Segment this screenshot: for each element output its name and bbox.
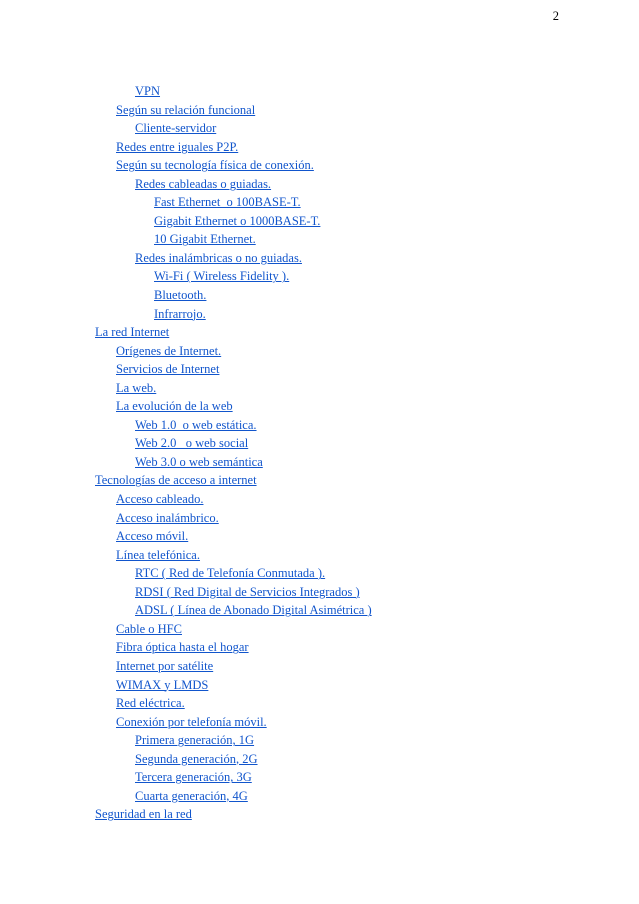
toc-entry bbox=[95, 731, 565, 750]
toc-entry bbox=[95, 657, 565, 676]
toc-entry bbox=[95, 601, 565, 620]
table-of-contents bbox=[95, 82, 565, 824]
toc-entry bbox=[95, 119, 565, 138]
toc-entry bbox=[95, 267, 565, 286]
toc-entry bbox=[95, 342, 565, 361]
toc-entry bbox=[95, 638, 565, 657]
toc-link[interactable]: La evolución de la web bbox=[116, 399, 233, 414]
toc-link[interactable]: Web 3.0 o web semántica bbox=[135, 454, 263, 469]
toc-link[interactable]: Wi-Fi ( Wireless Fidelity ). bbox=[154, 269, 290, 284]
toc-link[interactable]: Conexión por telefonía móvil. bbox=[116, 714, 267, 729]
toc-entry bbox=[95, 490, 565, 509]
toc-entry bbox=[95, 193, 565, 212]
toc-entry bbox=[95, 453, 565, 472]
toc-link[interactable]: Web 2.0 o web social bbox=[135, 436, 249, 451]
toc-entry bbox=[95, 564, 565, 583]
toc-entry bbox=[95, 750, 565, 769]
toc-entry bbox=[95, 212, 565, 231]
toc-link[interactable]: WIMAX y LMDS bbox=[116, 677, 209, 692]
toc-link[interactable]: La web. bbox=[116, 380, 157, 395]
toc-entry bbox=[95, 138, 565, 157]
toc-link[interactable]: Redes inalámbricas o no guiadas. bbox=[135, 250, 302, 265]
toc-link[interactable]: Según su tecnología física de conexión. bbox=[116, 158, 314, 173]
toc-entry bbox=[95, 379, 565, 398]
toc-entry bbox=[95, 546, 565, 565]
toc-entry bbox=[95, 694, 565, 713]
toc-entry bbox=[95, 249, 565, 268]
toc-link[interactable]: Tecnologías de acceso a internet bbox=[95, 473, 257, 488]
toc-link[interactable]: Internet por satélite bbox=[116, 658, 214, 673]
toc-entry bbox=[95, 676, 565, 695]
toc-link[interactable]: Web 1.0 o web estática. bbox=[135, 417, 257, 432]
toc-entry bbox=[95, 805, 565, 824]
toc-link[interactable]: Primera generación, 1G bbox=[135, 733, 255, 748]
toc-entry bbox=[95, 230, 565, 249]
toc-link[interactable]: RDSI ( Red Digital de Servicios Integrados ) bbox=[135, 584, 360, 599]
toc-entry bbox=[95, 360, 565, 379]
toc-link[interactable]: Segunda generación, 2G bbox=[135, 751, 258, 766]
toc-entry bbox=[95, 620, 565, 639]
toc-link[interactable]: Acceso cableado. bbox=[116, 492, 204, 507]
toc-entry bbox=[95, 583, 565, 602]
toc-link[interactable]: Fibra óptica hasta el hogar bbox=[116, 640, 249, 655]
toc-link[interactable]: Acceso móvil. bbox=[116, 529, 189, 544]
toc-link[interactable]: RTC ( Red de Telefonía Conmutada ). bbox=[135, 566, 326, 581]
toc-link[interactable]: Redes entre iguales P2P. bbox=[116, 139, 239, 154]
toc-entry bbox=[95, 434, 565, 453]
toc-entry bbox=[95, 101, 565, 120]
toc-link[interactable]: Acceso inalámbrico. bbox=[116, 510, 219, 525]
toc-link[interactable]: Bluetooth. bbox=[154, 288, 207, 303]
toc-link[interactable]: Línea telefónica. bbox=[116, 547, 200, 562]
toc-entry bbox=[95, 156, 565, 175]
toc-link[interactable]: Infrarrojo. bbox=[154, 306, 206, 321]
toc-entry bbox=[95, 305, 565, 324]
toc-entry bbox=[95, 471, 565, 490]
toc-entry bbox=[95, 713, 565, 732]
toc-link[interactable]: ADSL ( Línea de Abonado Digital Asimétrica ) bbox=[135, 603, 372, 618]
toc-entry bbox=[95, 397, 565, 416]
toc-entry bbox=[95, 527, 565, 546]
toc-link[interactable]: Red eléctrica. bbox=[116, 696, 185, 711]
toc-entry bbox=[95, 768, 565, 787]
toc-entry bbox=[95, 787, 565, 806]
toc-entry bbox=[95, 416, 565, 435]
toc-link[interactable]: Cable o HFC bbox=[116, 621, 182, 636]
toc-link[interactable]: Gigabit Ethernet o 1000BASE-T. bbox=[154, 213, 321, 228]
toc-link[interactable]: La red Internet bbox=[95, 325, 170, 340]
toc-entry bbox=[95, 509, 565, 528]
toc-link[interactable]: Fast Ethernet o 100BASE-T. bbox=[154, 195, 301, 210]
toc-entry bbox=[95, 286, 565, 305]
toc-link[interactable]: VPN bbox=[135, 84, 161, 98]
toc-link[interactable]: Seguridad en la red bbox=[95, 807, 192, 822]
toc-link[interactable]: Cuarta generación, 4G bbox=[135, 788, 248, 803]
toc-entry bbox=[95, 82, 565, 101]
page-number: 2 bbox=[552, 9, 559, 23]
toc-link[interactable]: Servicios de Internet bbox=[116, 362, 220, 377]
toc-link[interactable]: Según su relación funcional bbox=[116, 102, 256, 117]
toc-link[interactable]: Cliente-servidor bbox=[135, 121, 217, 136]
toc-entry bbox=[95, 323, 565, 342]
toc-link[interactable]: Tercera generación, 3G bbox=[135, 770, 252, 785]
toc-link[interactable]: 10 Gigabit Ethernet. bbox=[154, 232, 256, 247]
toc-link[interactable]: Redes cableadas o guiadas. bbox=[135, 176, 272, 191]
toc-entry bbox=[95, 175, 565, 194]
toc-link[interactable]: Orígenes de Internet. bbox=[116, 343, 222, 358]
